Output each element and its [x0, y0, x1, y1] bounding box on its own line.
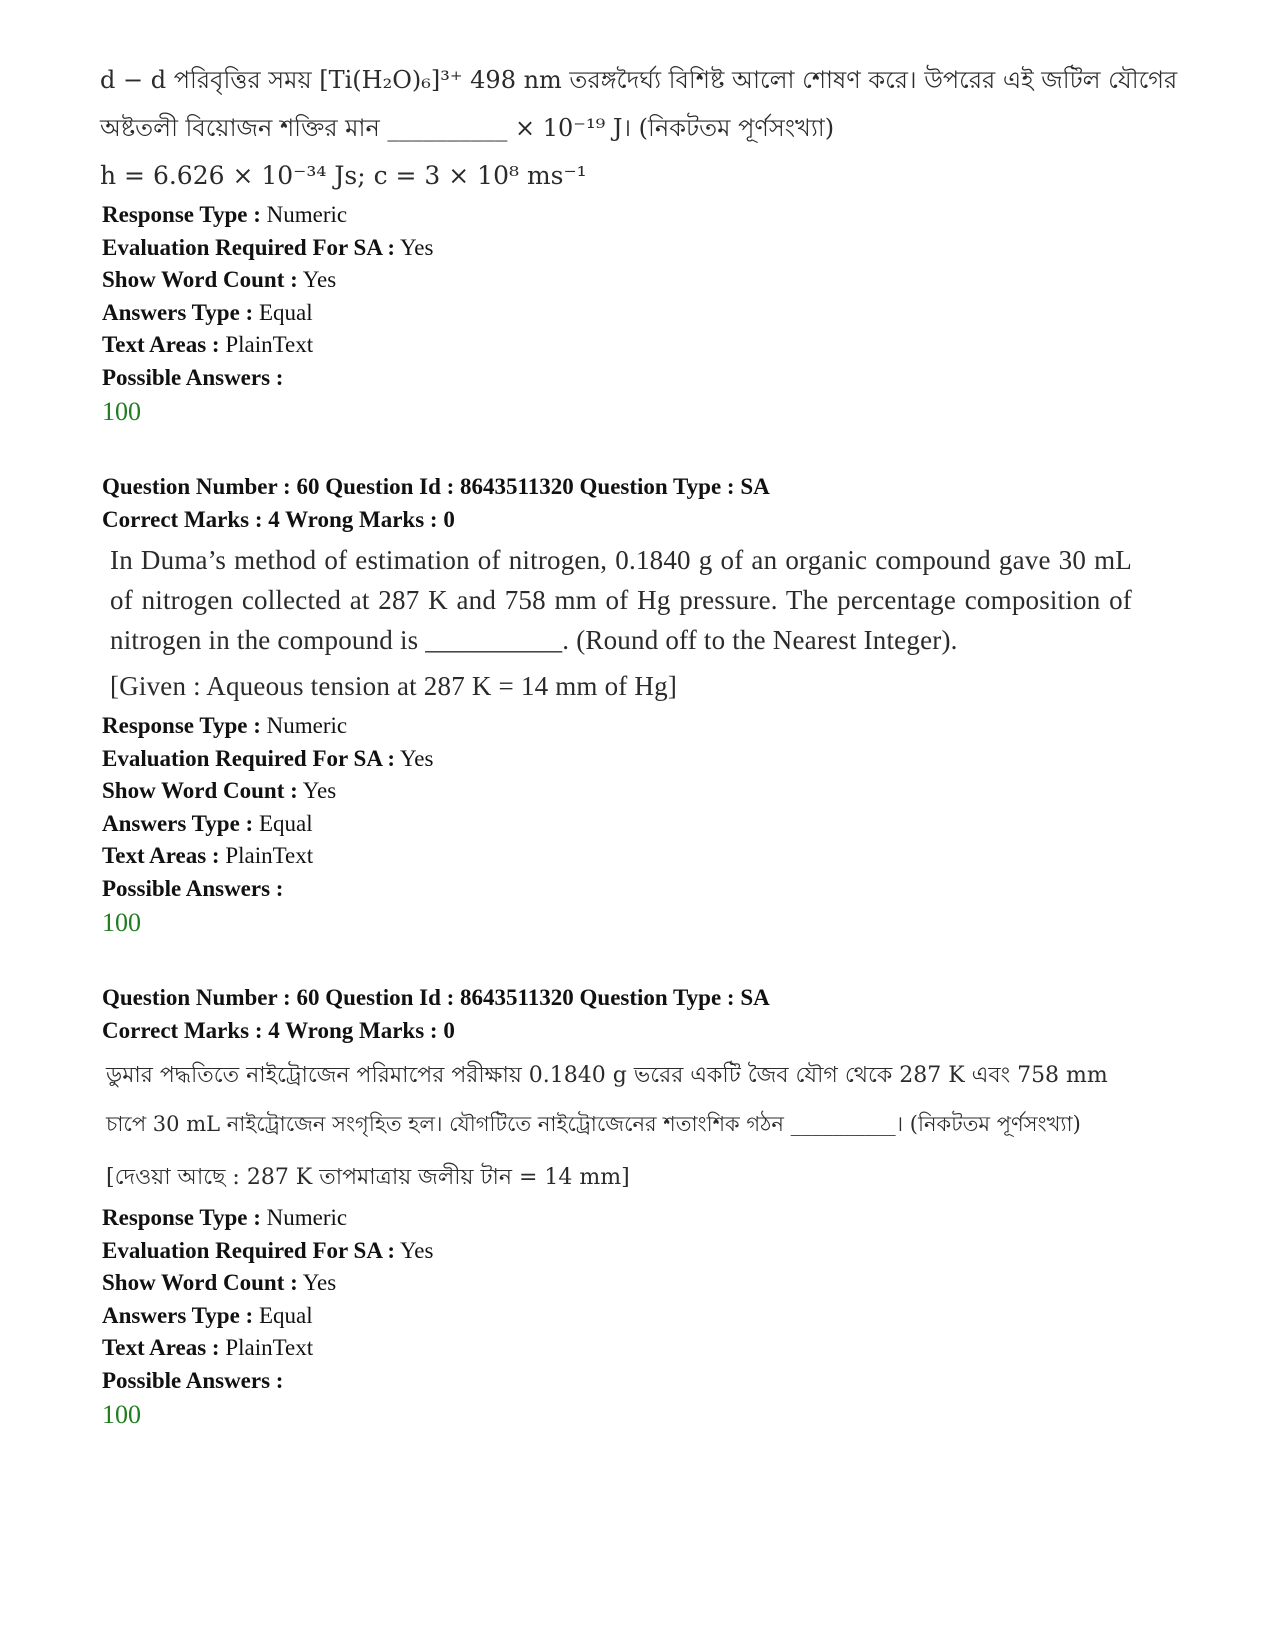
question-line: h = 6.626 × 10⁻³⁴ Js; c = 3 × 10⁸ ms⁻¹: [100, 161, 587, 190]
question-given-line: [দেওয়া আছে : 287 K তাপমাত্রায় জলীয় টান = 14 mm]: [106, 1165, 630, 1190]
possible-answer-value: 100: [102, 397, 141, 426]
question-given-line: [Given : Aqueous tension at 287 K = 14 mm of Hg]: [110, 671, 678, 701]
meta-show-word-count: Show Word Count : Yes: [102, 778, 337, 803]
question-header-2: [102, 471, 770, 536]
question-meta-2: [102, 710, 433, 941]
meta-show-word-count: Show Word Count : Yes: [102, 267, 337, 292]
meta-possible-answers: Possible Answers :: [102, 875, 284, 901]
question-text-english-2: [110, 540, 1132, 706]
meta-text-areas: Text Areas : PlainText: [102, 843, 314, 868]
meta-text-areas: Text Areas : PlainText: [102, 332, 314, 357]
meta-show-word-count: Show Word Count : Yes: [102, 1270, 337, 1295]
question-line: অষ্টতলী বিয়োজন শক্তির মান __________ × 10⁻¹⁹ J। (নিকটতম পূর্ণসংখ্যা): [100, 114, 835, 142]
meta-possible-answers: Possible Answers :: [102, 1367, 284, 1393]
question-meta-3: [102, 1202, 433, 1433]
question-line: d − d পরিবৃত্তির সময় [Ti(H₂O)₆]³⁺ 498 nm তরঙ্গদৈর্ঘ্য বিশিষ্ট আলো শোষণ করে। উপরের এই জটিল যৌগের: [100, 66, 1178, 94]
meta-answers-type: Answers Type : Equal: [102, 1302, 313, 1328]
question-text-bengali-1: [100, 56, 1190, 200]
meta-evaluation-required: Evaluation Required For SA : Yes: [102, 234, 434, 260]
question-line: nitrogen in the compound is __________. (Round off to the Nearest Integer).: [110, 625, 958, 655]
marks-line: Correct Marks : 4 Wrong Marks : 0: [102, 506, 455, 532]
question-meta-1: [102, 199, 433, 430]
meta-response-type: Response Type : Numeric: [102, 1205, 348, 1230]
question-number-line: Question Number : 60 Question Id : 8643511320 Question Type : SA: [102, 985, 770, 1010]
question-line: ডুমার পদ্ধতিতে নাইট্রোজেন পরিমাপের পরীক্ষায় 0.1840 g ভরের একটি জৈব যৌগ থেকে 287 K এবং 758 mm: [106, 1063, 1108, 1088]
meta-answers-type: Answers Type : Equal: [102, 810, 313, 836]
question-line: চাপে 30 mL নাইট্রোজেন সংগৃহিত হল। যৌগটিতে নাইট্রোজেনের শতাংশিক গঠন __________। (নিকটতম পূর্ণসংখ্যা): [106, 1112, 1081, 1136]
meta-possible-answers: Possible Answers :: [102, 364, 284, 390]
meta-answers-type: Answers Type : Equal: [102, 299, 313, 325]
possible-answer-value: 100: [102, 1400, 141, 1429]
question-text-bengali-3: [106, 1052, 1196, 1202]
question-line: of nitrogen collected at 287 K and 758 mm of Hg pressure. The percentage composition of: [110, 585, 1132, 615]
question-line: In Duma’s method of estimation of nitrogen, 0.1840 g of an organic compound gave 30 mL: [110, 545, 1132, 575]
meta-response-type: Response Type : Numeric: [102, 202, 348, 227]
question-number-line: Question Number : 60 Question Id : 8643511320 Question Type : SA: [102, 474, 770, 499]
meta-evaluation-required: Evaluation Required For SA : Yes: [102, 1237, 434, 1263]
meta-text-areas: Text Areas : PlainText: [102, 1335, 314, 1360]
possible-answer-value: 100: [102, 908, 141, 937]
question-header-3: [102, 982, 770, 1047]
meta-response-type: Response Type : Numeric: [102, 713, 348, 738]
marks-line: Correct Marks : 4 Wrong Marks : 0: [102, 1017, 455, 1043]
meta-evaluation-required: Evaluation Required For SA : Yes: [102, 745, 434, 771]
